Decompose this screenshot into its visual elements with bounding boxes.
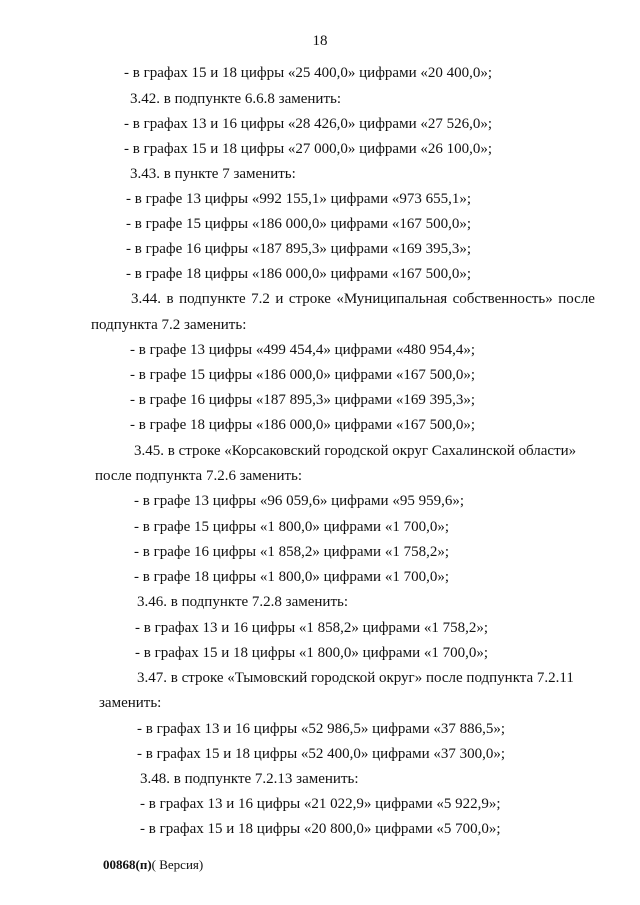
document-code: 00868(п)	[103, 857, 152, 872]
justified-word: подпункте	[179, 291, 246, 307]
justified-word: и	[275, 291, 284, 307]
text-line-10	[131, 290, 595, 308]
text-line-7: - в графе 15 цифры «186 000,0» цифрами «167 500,0»;	[126, 216, 471, 232]
text-line-9: - в графе 18 цифры «186 000,0» цифрами «167 500,0»;	[126, 266, 471, 282]
text-line-4: - в графах 15 и 18 цифры «27 000,0» цифрами «26 100,0»;	[124, 141, 493, 157]
document-version: ( Версия)	[151, 857, 204, 872]
text-line-6: - в графе 13 цифры «992 155,1» цифрами «973 655,1»;	[126, 191, 471, 207]
text-line-22: 3.46. в подпункте 7.2.8 заменить:	[137, 594, 349, 610]
text-line-17: после подпункта 7.2.6 заменить:	[95, 468, 303, 484]
text-line-28: - в графах 15 и 18 цифры «52 400,0» цифрами «37 300,0»;	[137, 746, 506, 762]
page-number: 18	[312, 33, 328, 49]
text-line-23: - в графах 13 и 16 цифры «1 858,2» цифрами «1 758,2»;	[135, 620, 489, 636]
text-line-27: - в графах 13 и 16 цифры «52 986,5» цифрами «37 886,5»;	[137, 721, 506, 737]
justified-word: 3.44.	[131, 291, 161, 307]
text-line-21: - в графе 18 цифры «1 800,0» цифрами «1 700,0»;	[134, 569, 449, 585]
document-footer	[103, 857, 203, 873]
text-line-31: - в графах 15 и 18 цифры «20 800,0» цифрами «5 700,0»;	[140, 821, 501, 837]
text-line-30: - в графах 13 и 16 цифры «21 022,9» цифрами «5 922,9»;	[140, 796, 501, 812]
text-line-26: заменить:	[99, 695, 162, 711]
justified-word: строке	[288, 291, 331, 307]
text-line-25: 3.47. в строке «Тымовский городской округ» после подпункта 7.2.11	[137, 670, 574, 686]
text-line-1: - в графах 15 и 18 цифры «25 400,0» цифрами «20 400,0»;	[124, 65, 493, 81]
justified-word: «Муниципальная	[336, 291, 448, 307]
justified-word: после	[558, 291, 595, 307]
text-line-16: 3.45. в строке «Корсаковский городской округ Сахалинской области»	[134, 443, 577, 459]
text-line-20: - в графе 16 цифры «1 858,2» цифрами «1 758,2»;	[134, 544, 449, 560]
text-line-29: 3.48. в подпункте 7.2.13 заменить:	[140, 771, 359, 787]
text-line-5: 3.43. в пункте 7 заменить:	[130, 166, 296, 182]
text-line-3: - в графах 13 и 16 цифры «28 426,0» цифрами «27 526,0»;	[124, 116, 493, 132]
text-line-15: - в графе 18 цифры «186 000,0» цифрами «167 500,0»;	[130, 417, 475, 433]
text-line-13: - в графе 15 цифры «186 000,0» цифрами «167 500,0»;	[130, 367, 475, 383]
text-line-8: - в графе 16 цифры «187 895,3» цифрами «169 395,3»;	[126, 241, 471, 257]
text-line-24: - в графах 15 и 18 цифры «1 800,0» цифрами «1 700,0»;	[135, 645, 489, 661]
text-line-12: - в графе 13 цифры «499 454,4» цифрами «480 954,4»;	[130, 342, 475, 358]
justified-word: собственность»	[452, 291, 553, 307]
text-line-14: - в графе 16 цифры «187 895,3» цифрами «169 395,3»;	[130, 392, 475, 408]
text-line-11: подпункта 7.2 заменить:	[91, 317, 247, 333]
text-line-19: - в графе 15 цифры «1 800,0» цифрами «1 700,0»;	[134, 519, 449, 535]
text-line-2: 3.42. в подпункте 6.6.8 заменить:	[130, 91, 342, 107]
justified-word: в	[166, 291, 174, 307]
text-line-18: - в графе 13 цифры «96 059,6» цифрами «95 959,6»;	[134, 493, 464, 509]
justified-word: 7.2	[251, 291, 270, 307]
